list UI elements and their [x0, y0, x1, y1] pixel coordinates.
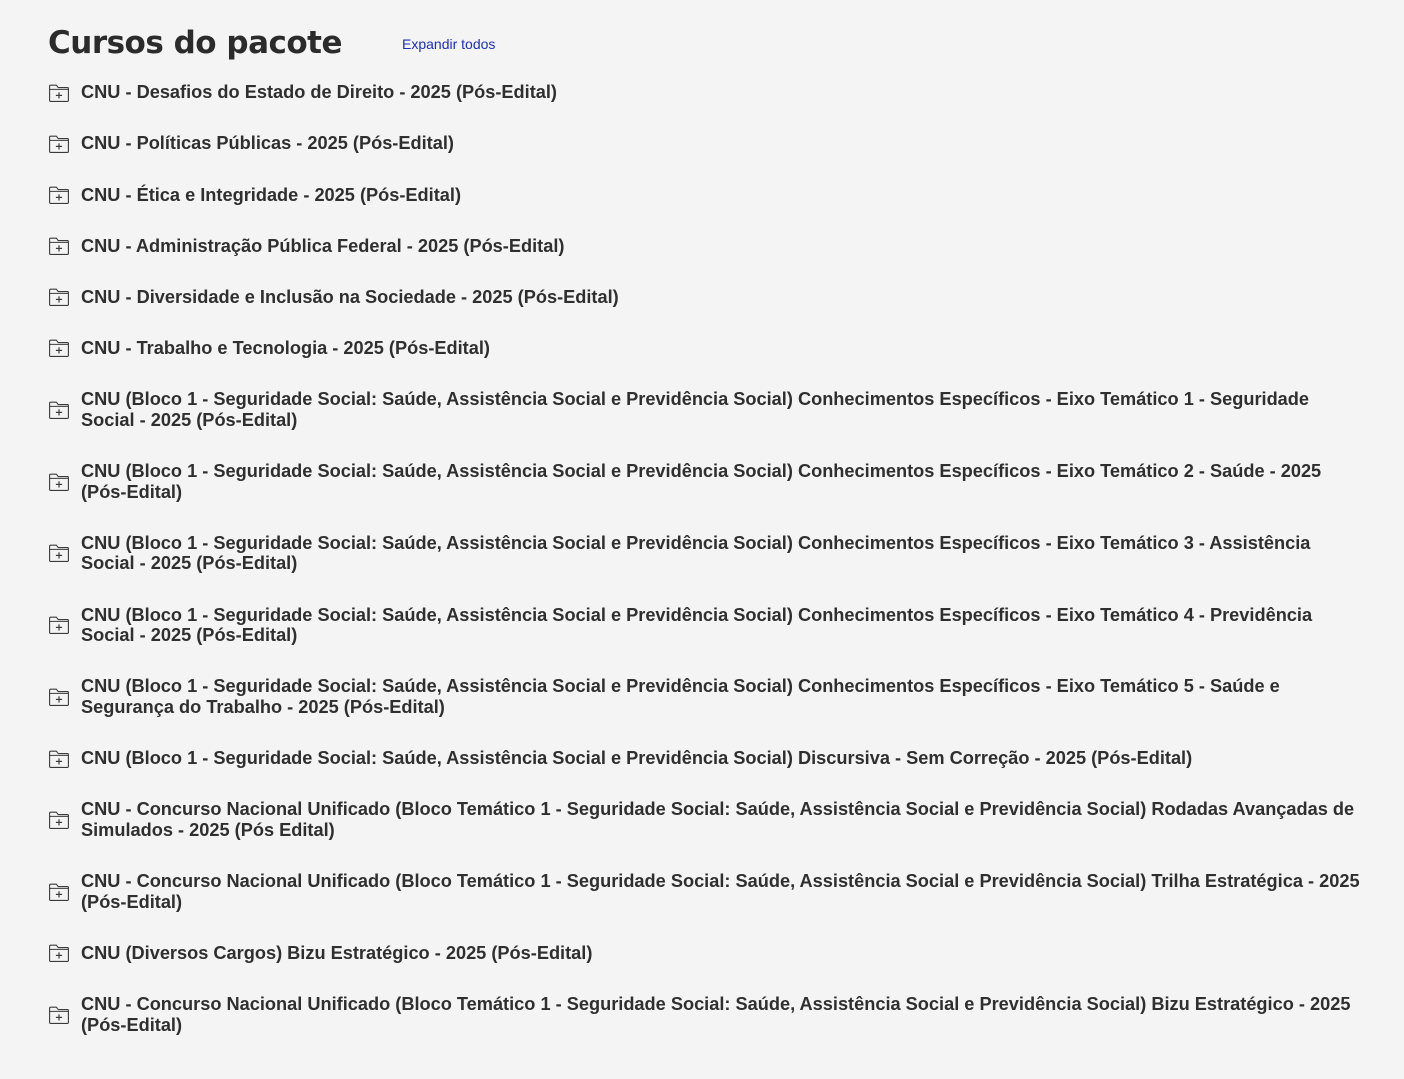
folder-plus-icon[interactable]	[48, 882, 70, 902]
expand-all-link[interactable]: Expandir todos	[402, 36, 496, 52]
folder-plus-icon[interactable]	[48, 185, 70, 205]
folder-plus-icon[interactable]	[48, 134, 70, 154]
folder-plus-icon[interactable]	[48, 472, 70, 492]
course-item[interactable]	[48, 125, 1366, 162]
course-title: CNU (Bloco 1 - Seguridade Social: Saúde, Assistência Social e Previdência Social) Conhecimentos Específicos - Eixo Temático 5 - Saúde e Segurança do Trabalho - 2025 (Pós-Edital)	[81, 676, 1280, 718]
course-title: CNU - Ética e Integridade - 2025 (Pós-Edital)	[81, 184, 462, 205]
course-title: CNU - Políticas Públicas - 2025 (Pós-Edital)	[81, 133, 454, 154]
course-title: CNU (Bloco 1 - Seguridade Social: Saúde, Assistência Social e Previdência Social) Conhecimentos Específicos - Eixo Temático 2 - Saúde - 2025 (Pós-Edital)	[81, 461, 1322, 502]
course-item[interactable]	[48, 279, 1366, 316]
folder-plus-icon[interactable]	[48, 543, 70, 563]
course-item[interactable]	[48, 935, 1366, 972]
course-title: CNU - Concurso Nacional Unificado (Bloco Temático 1 - Seguridade Social: Saúde, Assistência Social e Previdência Social) Bizu Estratégico - 2025 (Pós-Edital)	[81, 994, 1351, 1035]
course-title: CNU - Desafios do Estado de Direito - 2025 (Pós-Edital)	[81, 82, 557, 103]
folder-plus-icon[interactable]	[48, 236, 70, 256]
course-item[interactable]	[48, 791, 1366, 849]
folder-plus-icon[interactable]	[48, 1005, 70, 1025]
folder-plus-icon[interactable]	[48, 83, 70, 103]
course-item[interactable]	[48, 740, 1366, 777]
course-title: CNU - Concurso Nacional Unificado (Bloco Temático 1 - Seguridade Social: Saúde, Assistência Social e Previdência Social) Rodadas Avançadas de Simulados - 2025 (Pós Edital)	[81, 799, 1355, 841]
folder-plus-icon[interactable]	[48, 749, 70, 769]
folder-plus-icon[interactable]	[48, 615, 70, 635]
course-title: CNU - Diversidade e Inclusão na Sociedade - 2025 (Pós-Edital)	[81, 286, 619, 307]
folder-plus-icon[interactable]	[48, 338, 70, 358]
course-item[interactable]	[48, 986, 1366, 1044]
course-item[interactable]	[48, 668, 1366, 726]
folder-plus-icon[interactable]	[48, 810, 70, 830]
course-item[interactable]	[48, 596, 1366, 654]
course-item[interactable]	[48, 863, 1366, 921]
course-title: CNU (Bloco 1 - Seguridade Social: Saúde, Assistência Social e Previdência Social) Conhecimentos Específicos - Eixo Temático 4 - Previdência Social - 2025 (Pós-Edital)	[81, 604, 1313, 646]
course-title: CNU - Trabalho e Tecnologia - 2025 (Pós-Edital)	[81, 338, 490, 359]
course-item[interactable]	[48, 176, 1366, 213]
course-title: CNU - Administração Pública Federal - 2025 (Pós-Edital)	[81, 235, 565, 256]
course-item[interactable]	[48, 453, 1366, 511]
course-title: CNU (Bloco 1 - Seguridade Social: Saúde, Assistência Social e Previdência Social) Conhecimentos Específicos - Eixo Temático 1 - Seguridade Social - 2025 (Pós-Edital)	[81, 389, 1310, 430]
folder-plus-icon[interactable]	[48, 400, 70, 420]
course-item[interactable]	[48, 381, 1366, 439]
course-list	[48, 74, 1366, 1058]
course-item[interactable]	[48, 330, 1366, 367]
folder-plus-icon[interactable]	[48, 287, 70, 307]
folder-plus-icon[interactable]	[48, 943, 70, 963]
course-item[interactable]	[48, 228, 1366, 265]
course-title: CNU (Bloco 1 - Seguridade Social: Saúde, Assistência Social e Previdência Social) Conhecimentos Específicos - Eixo Temático 3 - Assistência Social - 2025 (Pós-Edital)	[81, 532, 1311, 574]
folder-plus-icon[interactable]	[48, 687, 70, 707]
course-title: CNU - Concurso Nacional Unificado (Bloco Temático 1 - Seguridade Social: Saúde, Assistência Social e Previdência Social) Trilha Estratégica - 2025 (Pós-Edital)	[81, 871, 1360, 912]
course-title: CNU (Diversos Cargos) Bizu Estratégico - 2025 (Pós-Edital)	[81, 942, 593, 963]
section-header	[48, 20, 495, 66]
course-item[interactable]	[48, 74, 1366, 111]
course-item[interactable]	[48, 525, 1366, 583]
course-title: CNU (Bloco 1 - Seguridade Social: Saúde, Assistência Social e Previdência Social) Discursiva - Sem Correção - 2025 (Pós-Edital)	[81, 748, 1193, 769]
page-title: Cursos do pacote	[48, 25, 343, 61]
